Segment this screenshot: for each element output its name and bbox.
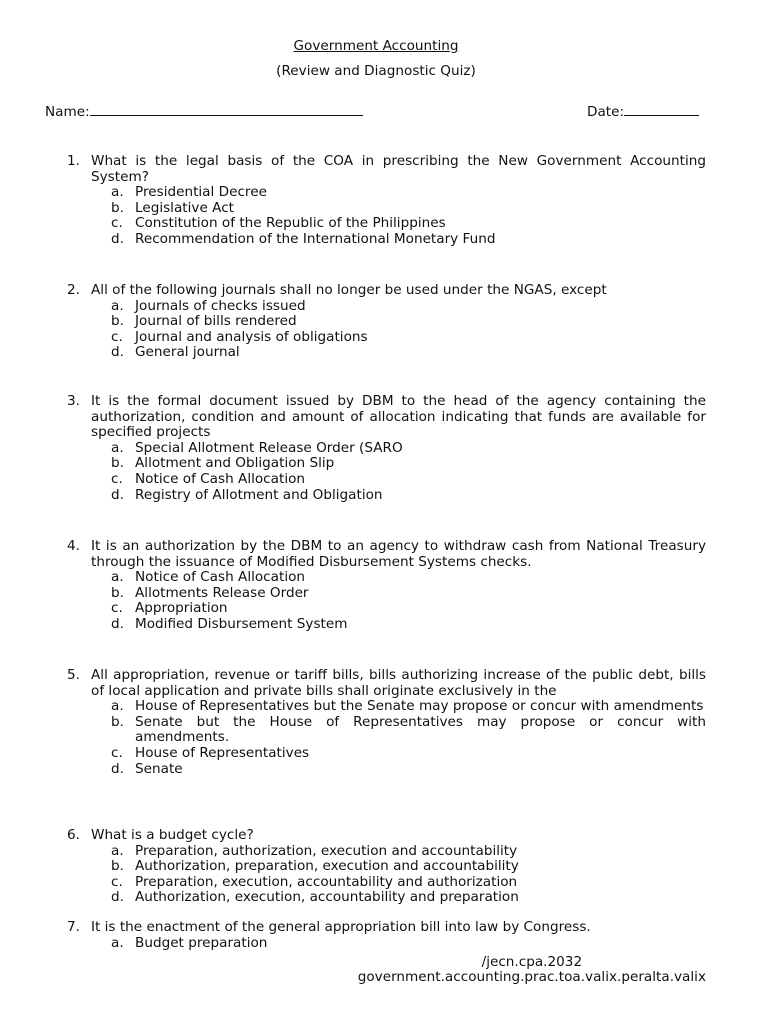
option-text: Journals of checks issued <box>135 297 306 314</box>
question-stem <box>67 393 706 441</box>
option-text: Journal and analysis of obligations <box>135 328 368 345</box>
date-field <box>587 103 699 121</box>
option-letter: a. <box>111 297 124 314</box>
option-letter: d. <box>111 486 124 503</box>
option-letter: b. <box>111 199 124 216</box>
option-letter: c. <box>111 470 123 487</box>
question-stem <box>67 538 706 570</box>
question-number: 5. <box>67 667 80 683</box>
option-text: Registry of Allotment and Obligation <box>135 486 383 503</box>
date-blank-line <box>624 103 699 116</box>
option-item <box>111 455 706 472</box>
question-text: What is the legal basis of the COA in prescribing the New Government Accounting System? <box>91 153 706 185</box>
option-letter: c. <box>111 328 123 345</box>
question-number: 2. <box>67 282 80 298</box>
option-text: Presidential Decree <box>135 184 267 201</box>
option-item <box>111 344 706 361</box>
option-letter: c. <box>111 215 123 232</box>
option-text: Journal of bills rendered <box>135 313 297 330</box>
option-item <box>111 184 706 201</box>
option-text: Preparation, authorization, execution and accountability <box>135 842 518 859</box>
option-item <box>111 470 706 488</box>
question-number: 3. <box>67 393 80 409</box>
option-text: Special Allotment Release Order (SARO <box>135 439 403 456</box>
question-5 <box>0 668 768 777</box>
question-3 <box>0 394 768 503</box>
option-item <box>111 439 706 457</box>
option-letter: d. <box>111 615 124 632</box>
option-item <box>111 486 706 504</box>
option-text: Senate but the House of Representatives may propose or concur with amendments. <box>135 713 706 746</box>
option-letter: a. <box>111 842 124 859</box>
option-item <box>111 858 706 875</box>
option-letter: a. <box>111 439 124 456</box>
question-4 <box>0 539 768 633</box>
option-text: Appropriation <box>135 600 228 617</box>
option-text: House of Representatives but the Senate may propose or concur with amendments <box>135 698 704 715</box>
name-field <box>45 103 363 121</box>
date-label: Date: <box>587 104 625 120</box>
question-number: 6. <box>67 827 80 843</box>
option-letter: a. <box>111 569 124 586</box>
question-2 <box>0 283 768 361</box>
option-letter: b. <box>111 584 124 601</box>
option-letter: d. <box>111 230 124 247</box>
option-letter: c. <box>111 744 123 761</box>
question-stem <box>67 919 706 936</box>
option-text: General journal <box>135 344 240 361</box>
question-text: It is the enactment of the general appropriation bill into law by Congress. <box>91 919 591 935</box>
option-item <box>111 230 706 248</box>
document-title: Government Accounting <box>293 38 459 54</box>
option-text: Authorization, execution, accountability and preparation <box>135 889 519 906</box>
option-text: Allotments Release Order <box>135 584 309 601</box>
question-text: All of the following journals shall no longer be used under the NGAS, except <box>91 282 607 298</box>
question-7 <box>0 920 768 951</box>
question-stem <box>67 282 706 299</box>
option-item <box>111 889 706 906</box>
option-text: Legislative Act <box>135 199 234 216</box>
option-item <box>111 328 706 346</box>
question-text: What is a budget cycle? <box>91 827 254 843</box>
option-text: Notice of Cash Allocation <box>135 470 306 487</box>
option-item <box>111 199 706 217</box>
option-item <box>111 934 706 952</box>
option-item <box>111 569 706 586</box>
option-letter: a. <box>111 184 124 201</box>
question-text: It is an authorization by the DBM to an agency to withdraw cash from National Treasury through the issuance of Modified Disbursement Systems checks. <box>91 538 706 570</box>
question-6 <box>0 828 768 906</box>
footer-code: /jecn.cpa.2032 <box>481 954 583 970</box>
question-stem <box>67 827 706 844</box>
option-letter: c. <box>111 600 123 617</box>
question-stem <box>67 153 706 185</box>
option-item <box>111 584 706 602</box>
footer-source: government.accounting.prac.toa.valix.peralta.valix <box>357 969 706 985</box>
name-label: Name: <box>45 104 90 120</box>
option-letter: a. <box>111 934 124 951</box>
option-item <box>111 600 706 617</box>
question-stem <box>67 667 706 699</box>
option-text: Modified Disbursement System <box>135 615 348 632</box>
option-text: Recommendation of the International Monetary Fund <box>135 230 496 247</box>
name-blank-line <box>90 103 363 116</box>
question-text: All appropriation, revenue or tariff bills, bills authorizing increase of the public debt, bills of local application and private bills shall originate exclusively in the <box>91 667 706 699</box>
option-text: Authorization, preparation, execution and accountability <box>135 858 519 875</box>
option-item <box>111 713 706 746</box>
option-text: House of Representatives <box>135 744 310 761</box>
option-text: Senate <box>135 760 183 777</box>
option-item <box>111 698 706 715</box>
option-item <box>111 744 706 762</box>
option-item <box>111 215 706 232</box>
option-item <box>111 313 706 330</box>
option-letter: a. <box>111 698 124 715</box>
option-text: Constitution of the Republic of the Philippines <box>135 215 446 232</box>
option-letter: b. <box>111 313 124 330</box>
option-letter: c. <box>111 873 123 890</box>
option-letter: d. <box>111 760 124 777</box>
question-1 <box>0 154 768 248</box>
option-letter: d. <box>111 889 124 906</box>
option-letter: d. <box>111 344 124 361</box>
option-text: Budget preparation <box>135 934 268 951</box>
option-letter: b. <box>111 455 124 472</box>
option-item <box>111 297 706 315</box>
question-number: 7. <box>67 919 80 935</box>
option-item <box>111 873 706 891</box>
document-subtitle: (Review and Diagnostic Quiz) <box>276 63 476 79</box>
option-text: Notice of Cash Allocation <box>135 569 306 586</box>
question-number: 1. <box>67 153 80 169</box>
option-text: Allotment and Obligation Slip <box>135 455 335 472</box>
option-item <box>111 615 706 633</box>
option-letter: b. <box>111 713 124 730</box>
question-number: 4. <box>67 538 80 554</box>
page-footer <box>358 955 706 985</box>
option-item <box>111 760 706 778</box>
option-item <box>111 842 706 860</box>
option-text: Preparation, execution, accountability and authorization <box>135 873 518 890</box>
option-letter: b. <box>111 858 124 875</box>
question-text: It is the formal document issued by DBM to the head of the agency containing the authorization, condition and amount of allocation indicating that funds are available for specified projects <box>91 393 706 441</box>
